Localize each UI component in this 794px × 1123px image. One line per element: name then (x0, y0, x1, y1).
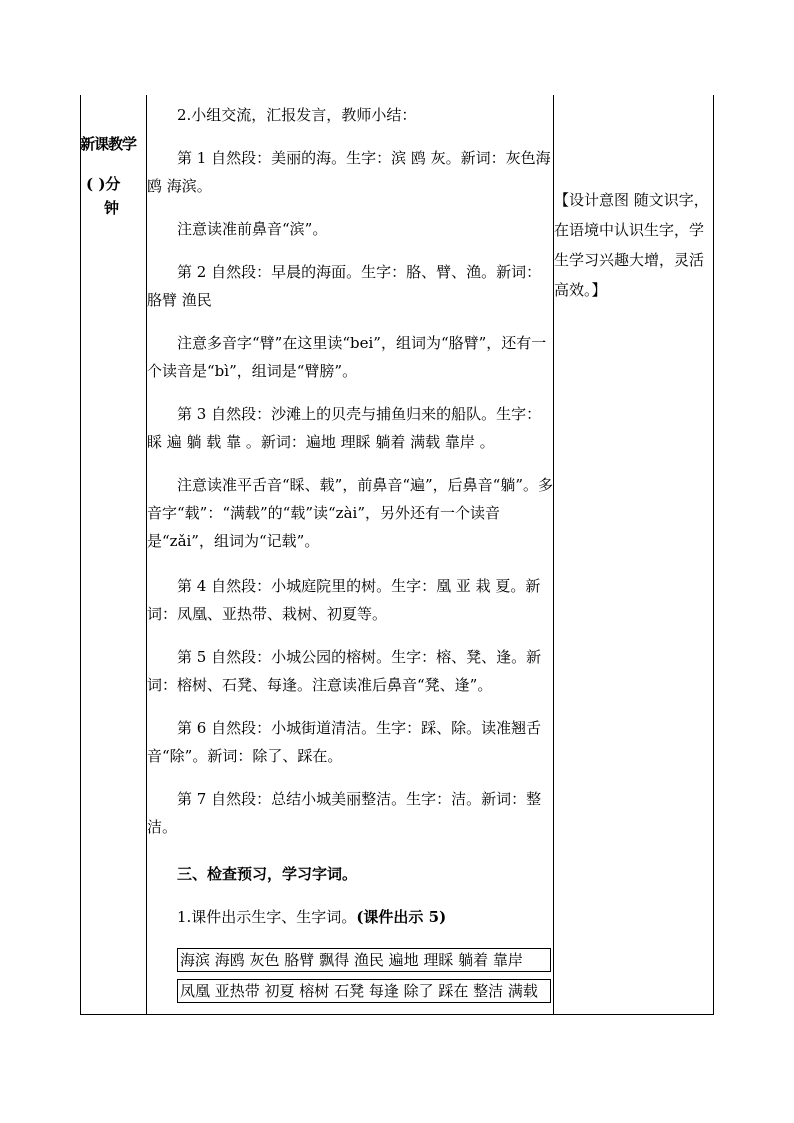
table-border-bottom (80, 1014, 714, 1015)
duration-label: ( )分 (86, 175, 121, 193)
section-heading: 三、检查预习，学习字词。 (177, 865, 358, 883)
paragraph: 第 4 自然段：小城庭院里的树。生字：凰 亚 栽 夏。新词：凤凰、亚热带、栽树、初夏等。 (147, 577, 541, 623)
paragraph: 第 6 自然段：小城街道清洁。生字：踩、除。读准翘舌音“除”。新词：除了、踩在。 (147, 719, 542, 765)
paragraph: 注意读准平舌音“睬、载”，前鼻音“遍”，后鼻音“躺”。多音字“载”：“满载”的“载”读“zài”，另外还有一个读音是“zǎi”，组词为“记载”。 (147, 476, 554, 550)
word-list-row: 凤凰 亚热带 初夏 榕树 石凳 每逢 除了 踩在 整洁 满载 (177, 979, 551, 1003)
paragraph: 2.小组交流，汇报发言，教师小结： (177, 106, 417, 124)
lesson-table (80, 95, 714, 1015)
paragraph: 注意读准前鼻音“滨”。 (177, 220, 328, 238)
paragraph: 第 3 自然段：沙滩上的贝壳与捕鱼归来的船队。生字：睬 遍 躺 载 靠 。新词：遍地 理睬 躺着 满载 靠岸 。 (147, 405, 542, 451)
paragraph: 第 5 自然段：小城公园的榕树。生字：榕、凳、逢。新词：榕树、石凳、每逢。注意读准后鼻音“凳、逢”。 (147, 648, 542, 694)
paragraph: 第 1 自然段：美丽的海。生字：滨 鸥 灰。新词：灰色海鸥 海滨。 (147, 149, 551, 195)
section-label: 新课教学 (80, 135, 137, 153)
word-list-row: 海滨 海鸥 灰色 胳臂 飘得 渔民 遍地 理睬 躺着 靠岸 (177, 948, 551, 972)
design-note: 【设计意图 随文识字，在语境中认识生字，学生学习兴趣大增，灵活高效。】 (554, 191, 709, 299)
paragraph: 1.课件出示生字、生字词。(课件出示 5) (177, 908, 447, 926)
paragraph: 第 7 自然段：总结小城美丽整洁。生字：洁。新词：整洁。 (147, 790, 542, 836)
table-border-left (80, 95, 81, 1015)
paragraph: 第 2 自然段：早晨的海面。生字：胳、臂、渔。新词：胳臂 渔民 (147, 263, 542, 309)
duration-unit: 钟 (104, 199, 120, 217)
paragraph: 注意多音字“臂”在这里读“bei”，组词为“胳臂”，还有一个读音是“bì”，组词是“臂膀”。 (147, 334, 547, 380)
